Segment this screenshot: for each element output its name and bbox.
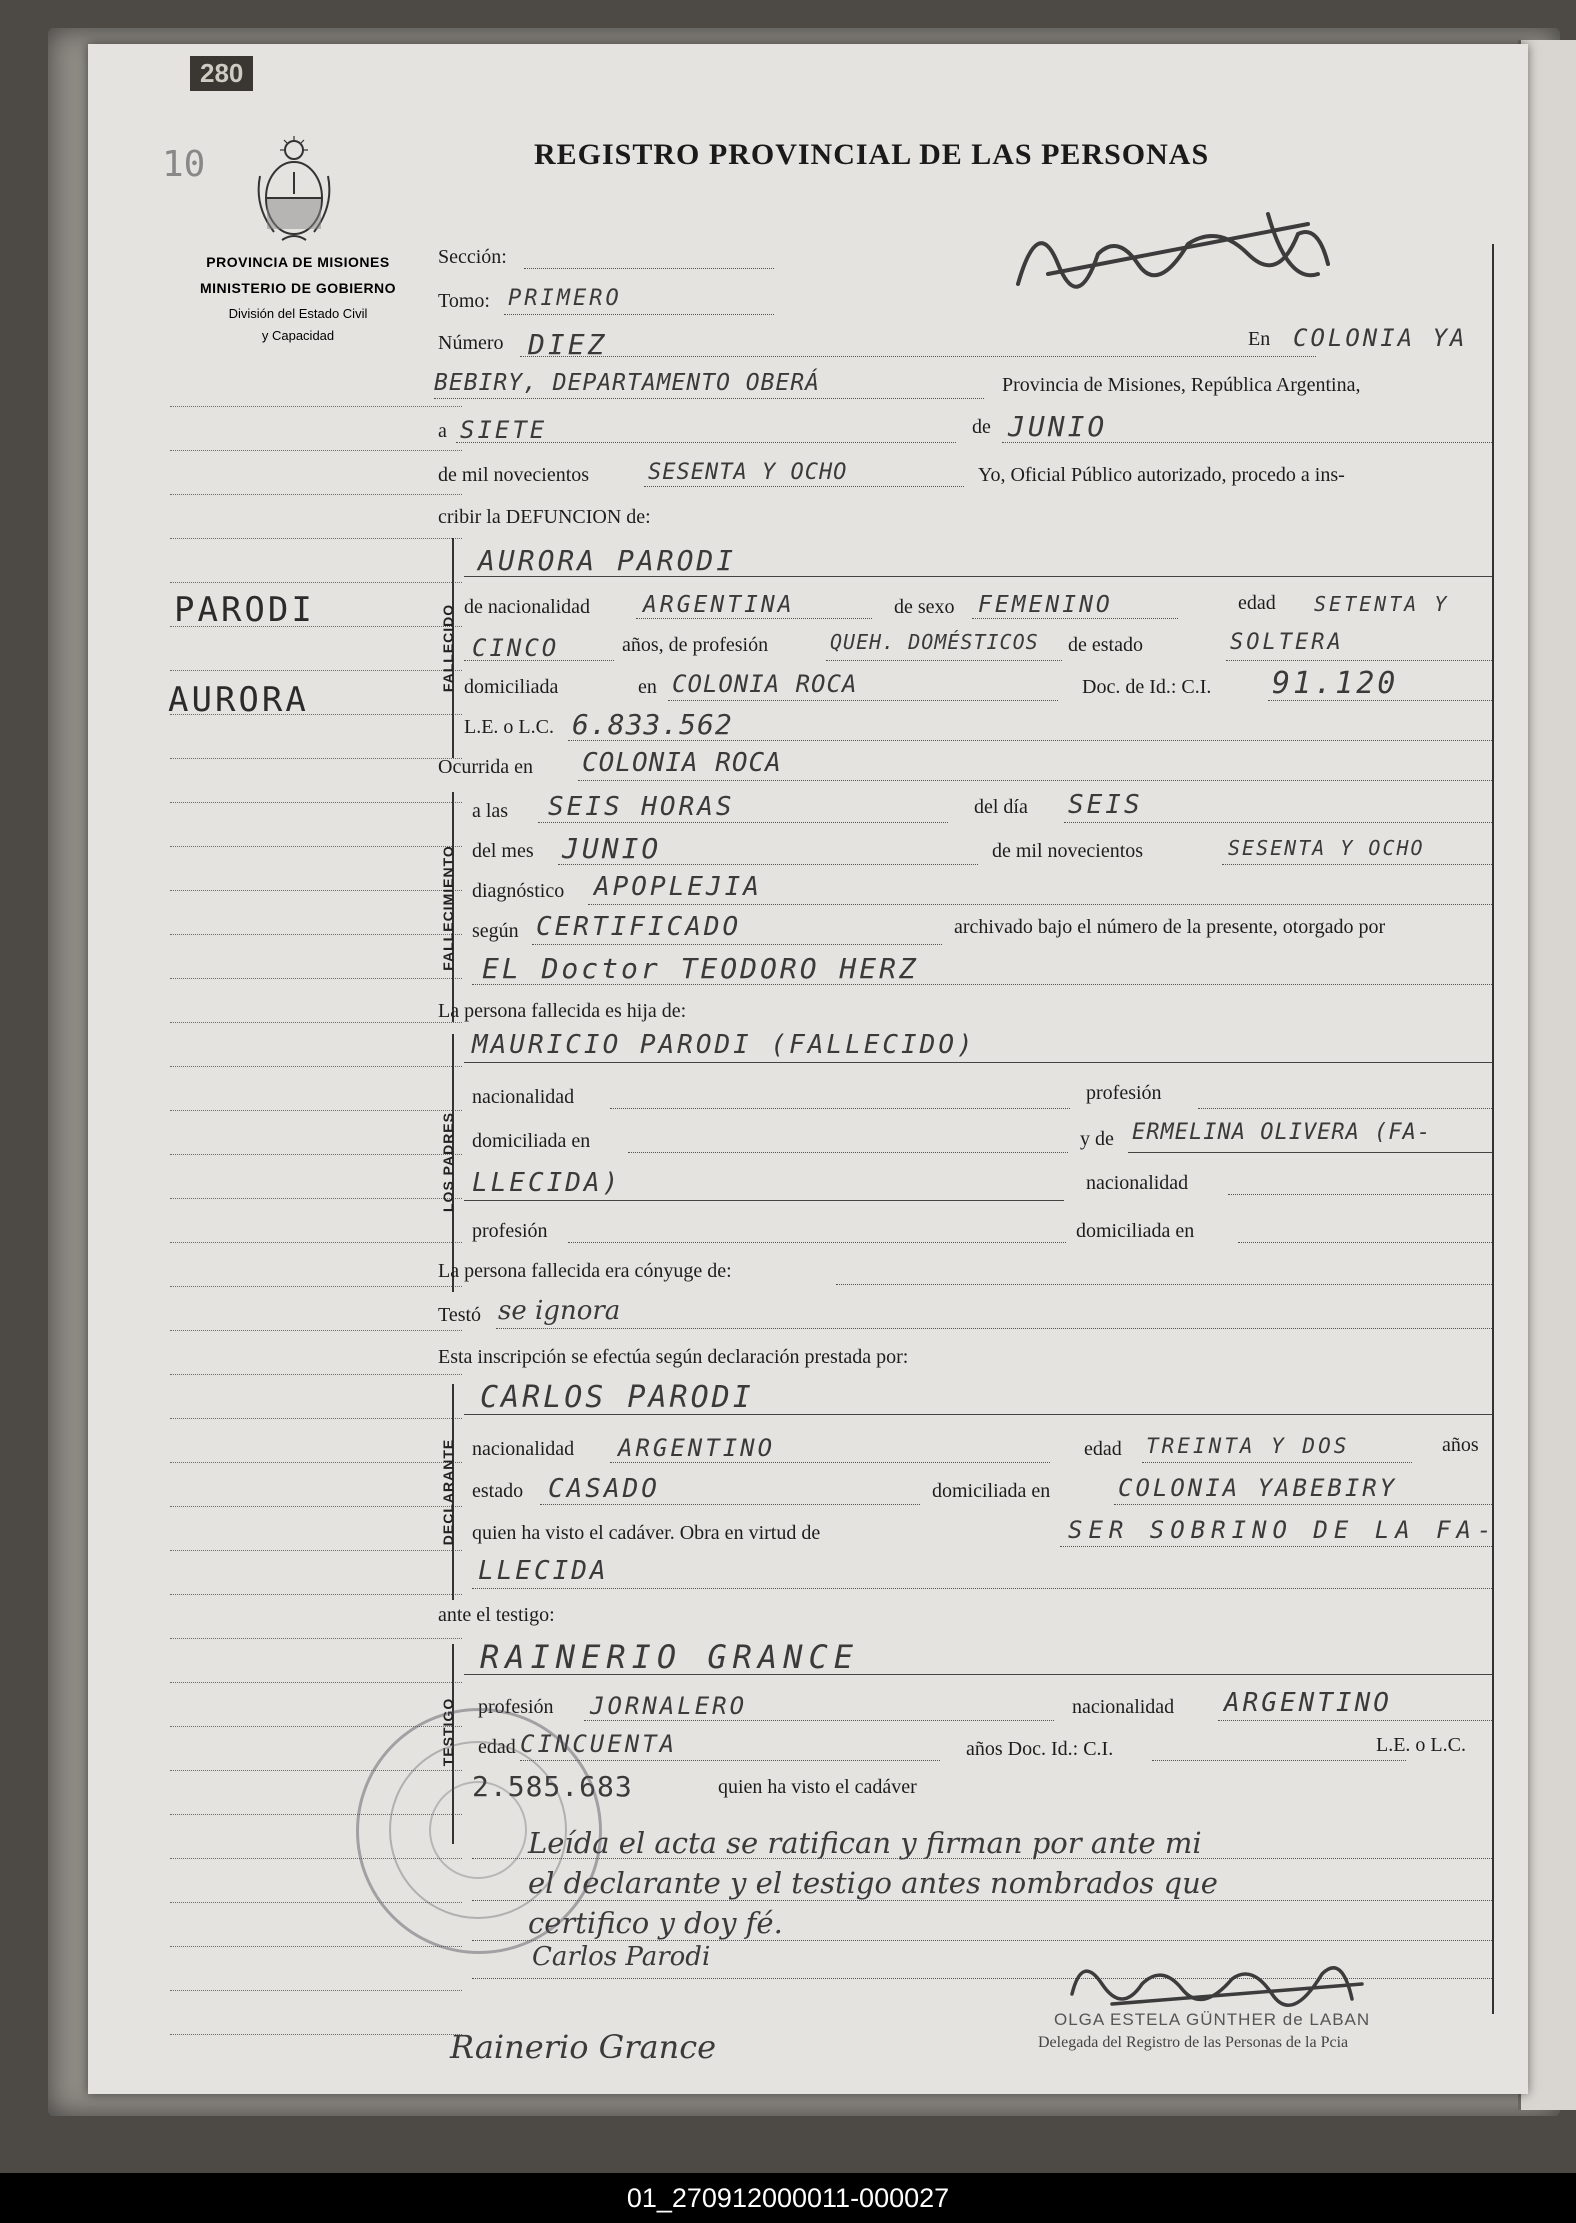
margin-line — [170, 978, 462, 979]
margin-line — [170, 1506, 462, 1507]
numero-label: Número — [438, 332, 504, 354]
margin-line — [170, 406, 462, 407]
conyuge-line — [836, 1284, 1492, 1285]
margin-line — [170, 802, 462, 803]
testigo-nacionalidad-label: nacionalidad — [1072, 1696, 1175, 1718]
hora-label: a las — [472, 800, 509, 822]
issuer-ministry: MINISTERIO DE GOBIERNO — [199, 280, 397, 296]
testigo-le-value: 2.585.683 — [472, 1770, 633, 1803]
hora-value: SEIS HORAS — [548, 792, 735, 822]
issuer-province: PROVINCIA DE MISIONES — [206, 254, 390, 270]
margin-line — [170, 1638, 462, 1639]
declarante-edad-value: TREINTA Y DOS — [1146, 1434, 1350, 1458]
diagnostico-label: diagnóstico — [472, 880, 565, 902]
fallecido-doc-line — [1268, 700, 1492, 701]
margin-line — [170, 670, 462, 671]
declarante-name: CARLOS PARODI — [480, 1380, 754, 1415]
testigo-nacionalidad-value: ARGENTINO — [1224, 1688, 1392, 1718]
testigo-edad-value: CINCUENTA — [520, 1730, 678, 1758]
conyuge-label: La persona fallecida era cónyuge de: — [438, 1260, 732, 1282]
margin-line — [170, 2034, 462, 2035]
mes-value: JUNIO — [562, 832, 662, 865]
declarante-edad-line — [1142, 1462, 1412, 1463]
margin-note-surname: PARODI — [174, 590, 315, 630]
testigo-profesion-line — [584, 1720, 1054, 1721]
fallecido-le-label: L.E. o L.C. — [464, 716, 554, 738]
fallecido-le-value: 6.833.562 — [572, 708, 733, 741]
margin-line — [170, 1990, 462, 1991]
declarante-estado-label: estado — [472, 1480, 524, 1502]
fallecido-domicilio-value: COLONIA ROCA — [672, 670, 858, 698]
tomo-line — [504, 314, 774, 315]
mes-label: del mes — [472, 840, 534, 862]
place-line — [434, 398, 984, 399]
margin-line — [170, 934, 462, 935]
frame-right-line — [1492, 244, 1494, 2014]
closing-line-3: certifico y doy fé. — [528, 1906, 783, 1940]
fallecido-edad-line — [464, 660, 614, 661]
testigo-edad-line — [520, 1760, 940, 1761]
margin-line — [170, 1242, 462, 1243]
margin-line — [170, 538, 462, 539]
closing-line-2-rule — [472, 1900, 1492, 1901]
closing-line-3-rule — [472, 1940, 1492, 1941]
madre-nacionalidad-line — [1228, 1194, 1492, 1195]
madre-name: ERMELINA OLIVERA (FA- — [1132, 1120, 1432, 1145]
fallecido-nacionalidad-label: de nacionalidad — [464, 596, 591, 618]
testigo-nacionalidad-line — [1218, 1720, 1492, 1721]
padre-nacionalidad-label: nacionalidad — [472, 1086, 575, 1108]
madre-nacionalidad-label: nacionalidad — [1086, 1172, 1189, 1194]
anio-line — [1222, 864, 1492, 865]
page-number: 10 — [162, 144, 206, 185]
fallecido-sexo-label: de sexo — [894, 596, 955, 618]
doctor-value: EL Doctor TEODORO HERZ — [482, 952, 919, 985]
madre-name-cont-line — [464, 1200, 1064, 1201]
padre-domiciliada-line — [628, 1152, 1068, 1153]
place-value: BEBIRY, DEPARTAMENTO OBERÁ — [434, 370, 821, 396]
fallecimiento-section-label: FALLECIMIENTO — [440, 845, 456, 971]
testigo-section-label: TESTIGO — [440, 1697, 456, 1767]
segun-line — [532, 944, 942, 945]
fallecido-le-line — [568, 740, 1492, 741]
declarante-virtud-cont-line — [472, 1588, 1492, 1589]
issuer-division: División del Estado Civil — [228, 306, 368, 321]
fallecido-domicilio-line — [668, 700, 1058, 701]
official-title: Delegada del Registro de las Personas de la Pcia — [1038, 2034, 1349, 2051]
province-text: Provincia de Misiones, República Argentina, — [1002, 374, 1361, 396]
year-line — [644, 486, 964, 487]
closing-line-1-rule — [472, 1858, 1492, 1859]
madre-domiciliada-label: domiciliada en — [1076, 1220, 1195, 1242]
margin-line — [170, 1330, 462, 1331]
margin-line — [170, 846, 462, 847]
archivado-text: archivado bajo el número de la presente, otorgado por — [954, 916, 1386, 938]
padre-domiciliada-label: domiciliada en — [472, 1130, 591, 1152]
fallecido-doc-value: 91.120 — [1272, 666, 1399, 701]
day-line — [456, 442, 956, 443]
declarante-domicilio-value: COLONIA YABEBIRY — [1118, 1474, 1398, 1502]
madre-name-line — [1128, 1152, 1492, 1153]
month-value: JUNIO — [1008, 410, 1108, 443]
dia-line — [1064, 822, 1492, 823]
segun-value: CERTIFICADO — [536, 912, 742, 942]
fallecido-name: AURORA PARODI — [478, 544, 737, 577]
fallecido-sexo-value: FEMENINO — [978, 592, 1113, 618]
dia-label: del día — [974, 796, 1028, 818]
official-text: Yo, Oficial Público autorizado, procedo a ins- — [978, 464, 1345, 486]
declarante-edad-label: edad — [1084, 1438, 1122, 1460]
anio-label: de mil novecientos — [992, 840, 1144, 862]
testo-line — [496, 1328, 1492, 1329]
official-signature-top — [1008, 194, 1348, 304]
fallecido-edad-value: SETENTA Y — [1314, 592, 1450, 616]
margin-line — [170, 1154, 462, 1155]
official-name: OLGA ESTELA GÜNTHER de LABAN — [1054, 2010, 1371, 2029]
padre-name-line — [464, 1062, 1492, 1063]
margin-line — [170, 758, 462, 759]
padre-nacionalidad-line — [610, 1108, 1070, 1109]
margin-line — [170, 1682, 462, 1683]
declarante-visto-text: quien ha visto el cadáver. Obra en virtud de — [472, 1522, 821, 1544]
ocurrida-value: COLONIA ROCA — [582, 748, 782, 778]
madre-domiciliada-line — [1238, 1242, 1492, 1243]
year-value: SESENTA Y OCHO — [648, 460, 848, 485]
declarante-signature: Carlos Parodi — [532, 1942, 711, 1972]
declarante-section-label: DECLARANTE — [440, 1438, 456, 1546]
month-line — [1002, 442, 1492, 443]
fallecido-domicilio-en: en — [638, 676, 657, 698]
tomo-value: PRIMERO — [508, 286, 622, 311]
page-title: REGISTRO PROVINCIAL DE LAS PERSONAS — [534, 138, 1210, 171]
testigo-name-line — [464, 1674, 1492, 1675]
declarante-virtud-line — [1060, 1546, 1492, 1547]
en-label: En — [1248, 328, 1271, 350]
fallecido-domicilio-label: domiciliada — [464, 676, 559, 698]
madre-profesion-label: profesión — [472, 1220, 548, 1242]
day-value: SIETE — [460, 416, 548, 444]
a-label: a — [438, 420, 447, 442]
diagnostico-value: APOPLEJIA — [594, 872, 762, 902]
de-label: de — [972, 416, 991, 438]
en-value: COLONIA YA — [1293, 324, 1468, 352]
ocurrida-line — [578, 780, 1492, 781]
testigo-intro: ante el testigo: — [438, 1604, 555, 1626]
seccion-label: Sección: — [438, 246, 507, 268]
madre-name-cont: LLECIDA) — [472, 1168, 622, 1198]
scan-identifier-footer: 01_270912000011-000027 — [0, 2173, 1576, 2223]
declarante-virtud-value-cont: LLECIDA — [478, 1556, 609, 1586]
fallecido-name-line — [464, 576, 1492, 577]
fallecido-nacionalidad-value: ARGENTINA — [643, 592, 795, 618]
margin-line — [170, 1550, 462, 1551]
declarante-nacionalidad-line — [610, 1462, 1050, 1463]
margin-line — [170, 1594, 462, 1595]
declarante-estado-value: CASADO — [548, 1474, 660, 1504]
dia-value: SEIS — [1068, 790, 1143, 820]
fallecido-estado-line — [1226, 660, 1492, 661]
margin-line — [170, 1198, 462, 1199]
fallecido-profesion-label: años, de profesión — [622, 634, 769, 656]
declarante-anios-label: años — [1442, 1434, 1479, 1456]
declarante-domicilio-line — [1114, 1504, 1492, 1505]
margin-note-given-name: AURORA — [168, 680, 309, 720]
margin-line — [170, 1418, 462, 1419]
fallecido-estado-label: de estado — [1068, 634, 1143, 656]
declarante-nacionalidad-value: ARGENTINO — [618, 1434, 776, 1462]
official-seal-stamp — [356, 1708, 602, 1954]
inscribir-text: cribir la DEFUNCION de: — [438, 506, 651, 528]
fallecido-sexo-line — [972, 618, 1178, 619]
hora-line — [538, 822, 948, 823]
folio-stamp: 280 — [190, 56, 253, 91]
padre-name: MAURICIO PARODI (FALLECIDO) — [472, 1030, 976, 1060]
diagnostico-line — [588, 904, 1492, 905]
declarante-nacionalidad-label: nacionalidad — [472, 1438, 575, 1460]
fallecido-nacionalidad-line — [636, 618, 872, 619]
numero-value: DIEZ — [528, 328, 608, 361]
margin-line — [170, 1286, 462, 1287]
margin-line — [170, 582, 462, 583]
y-de-label: y de — [1080, 1128, 1114, 1150]
anio-value: SESENTA Y OCHO — [1228, 836, 1425, 860]
ocurrida-label: Ocurrida en — [438, 756, 533, 778]
declarante-name-line — [464, 1414, 1492, 1415]
testigo-doc-label: años Doc. Id.: C.I. — [966, 1738, 1114, 1760]
issuer-capacity: y Capacidad — [261, 328, 335, 343]
margin-line — [170, 1374, 462, 1375]
year-prefix: de mil novecientos — [438, 464, 590, 486]
testo-value: se ignora — [498, 1296, 621, 1326]
seccion-line — [524, 268, 774, 269]
fallecido-edad-value-cont: CINCO — [472, 634, 560, 662]
closing-line-1: Leída el acta se ratifican y firman por ante mi — [528, 1826, 1202, 1860]
margin-line — [170, 1022, 462, 1023]
testigo-profesion-value: JORNALERO — [590, 1692, 748, 1720]
closing-line-2: el declarante y el testigo antes nombrados que — [528, 1866, 1218, 1900]
testo-label: Testó — [438, 1304, 482, 1326]
declarante-estado-line — [540, 1504, 920, 1505]
fallecido-section-label: FALLECIDO — [440, 603, 456, 693]
testigo-profesion-label: profesión — [478, 1696, 554, 1718]
declarante-domicilio-label: domiciliada en — [932, 1480, 1051, 1502]
padres-section-label: LOS PADRES — [440, 1112, 456, 1212]
padre-profesion-line — [1198, 1108, 1492, 1109]
testigo-signature: Rainerio Grance — [450, 2028, 717, 2066]
fallecido-profesion-value: QUEH. DOMÉSTICOS — [830, 630, 1039, 654]
fallecido-estado-value: SOLTERA — [1230, 630, 1344, 655]
margin-line — [170, 450, 462, 451]
testigo-visto-text: quien ha visto el cadáver — [718, 1776, 917, 1798]
madre-profesion-line — [568, 1242, 1066, 1243]
margin-line — [170, 890, 462, 891]
segun-label: según — [472, 920, 519, 942]
margin-line — [170, 1462, 462, 1463]
testigo-le-label: L.E. o L.C. — [1376, 1734, 1466, 1756]
numero-line — [520, 356, 1316, 357]
argentine-coat-of-arms-icon — [254, 136, 334, 244]
doctor-line — [472, 984, 1492, 985]
margin-line — [170, 1946, 462, 1947]
testigo-edad-label: edad — [478, 1736, 516, 1758]
testigo-doc-line — [1152, 1760, 1406, 1761]
margin-line — [170, 1066, 462, 1067]
padre-profesion-label: profesión — [1086, 1082, 1162, 1104]
fallecido-edad-label: edad — [1238, 592, 1276, 614]
tomo-label: Tomo: — [438, 290, 490, 312]
mes-line — [558, 864, 978, 865]
padres-intro: La persona fallecida es hija de: — [438, 1000, 687, 1022]
margin-line — [170, 494, 462, 495]
fallecido-doc-label: Doc. de Id.: C.I. — [1082, 676, 1212, 698]
fallecido-profesion-line — [826, 660, 1062, 661]
declarante-virtud-value: SER SOBRINO DE LA FA- — [1068, 1516, 1498, 1544]
register-page — [88, 44, 1528, 2094]
declarante-intro: Esta inscripción se efectúa según declaración prestada por: — [438, 1346, 909, 1368]
margin-line — [170, 1110, 462, 1111]
testigo-name: RAINERIO GRANCE — [480, 1638, 859, 1676]
